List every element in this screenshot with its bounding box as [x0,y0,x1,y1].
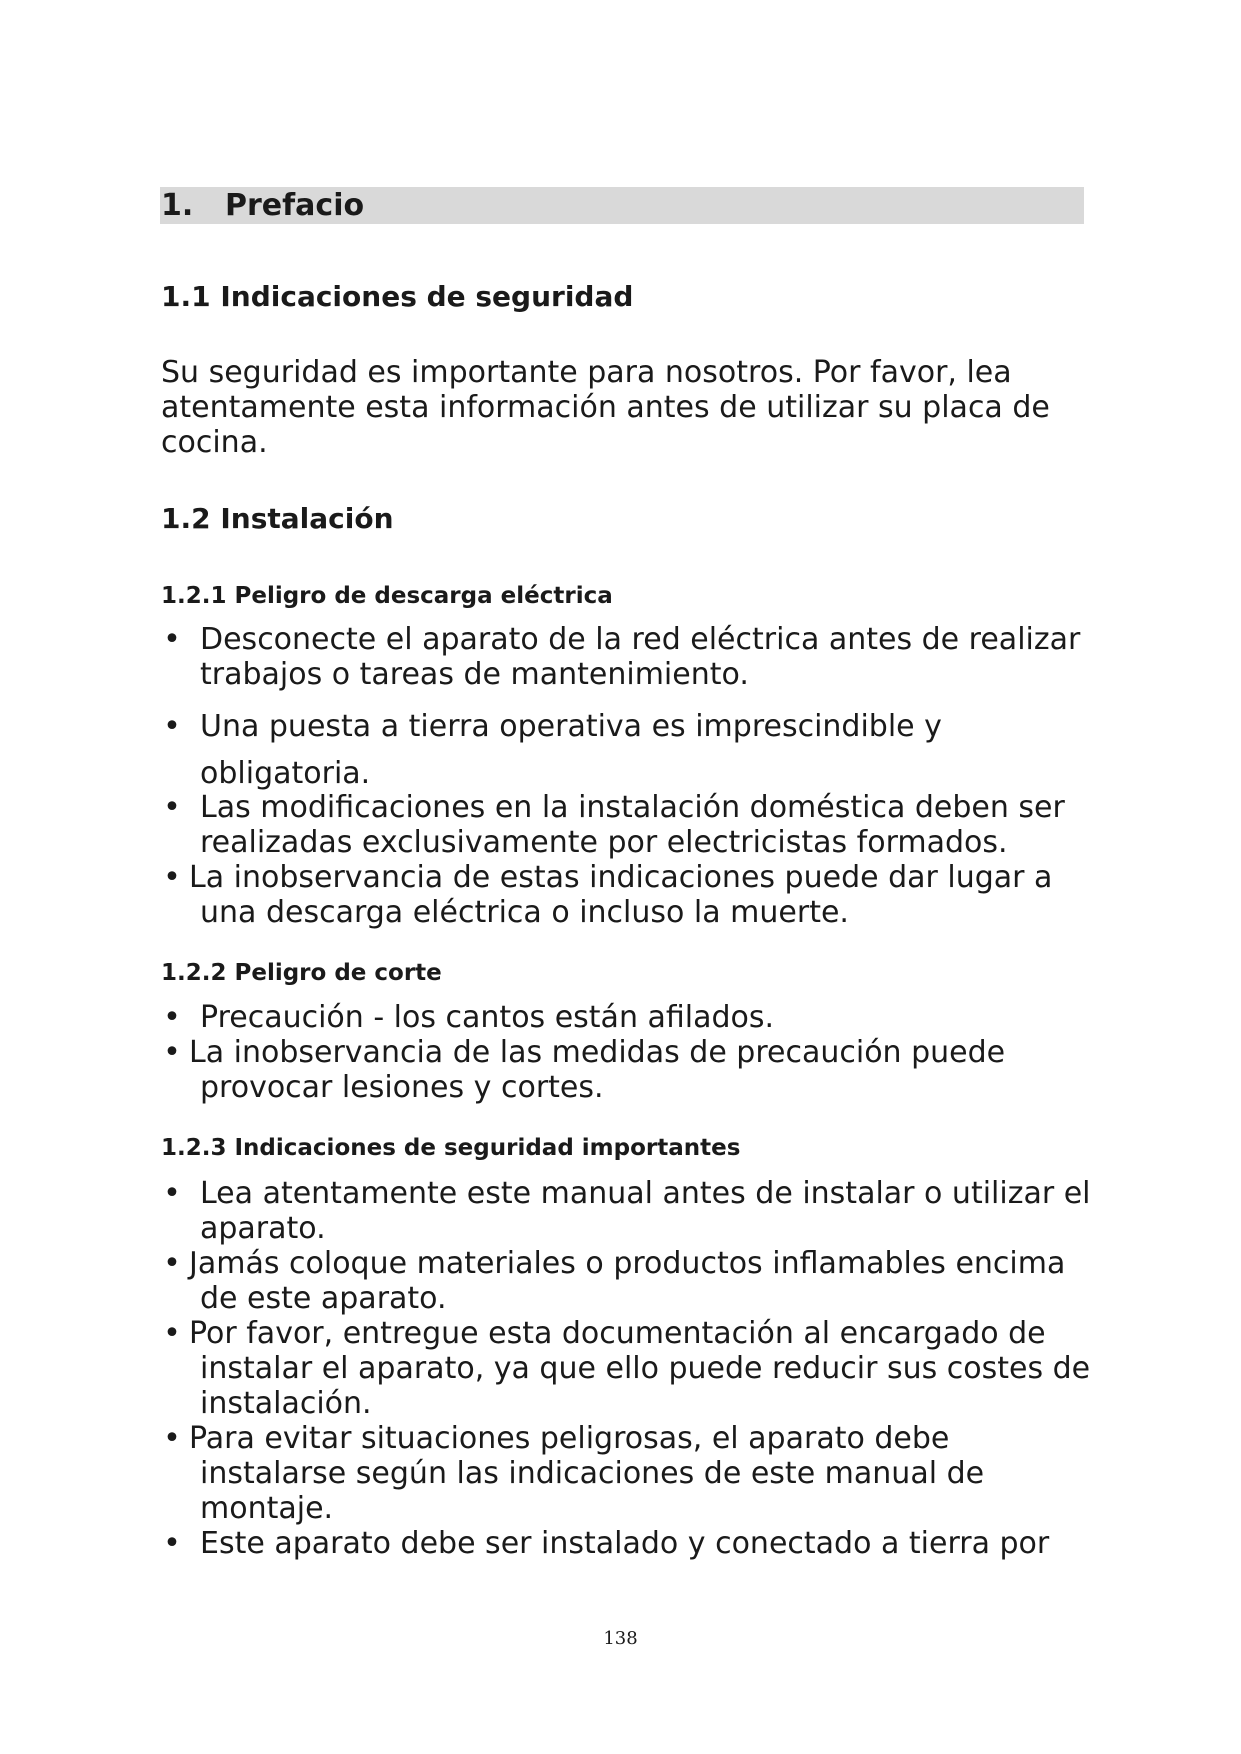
bullet-marker: • [163,1176,181,1211]
section-heading-1-1: 1.1 Indicaciones de seguridad [161,280,634,313]
list-item-line: montaje. [200,1491,334,1526]
bullet-marker: • [163,1035,181,1070]
list-item-line: Jamás coloque materiales o productos inflamables encima [189,1246,1066,1281]
bullet-marker: • [163,1000,181,1035]
chapter-title [161,187,364,224]
list-item-line: aparato. [200,1211,326,1246]
bullet-marker: • [163,1421,181,1456]
list-item-line: obligatoria. [200,756,371,791]
list-item-line: provocar lesiones y cortes. [200,1070,604,1105]
subsection-heading-1-2-2: 1.2.2 Peligro de corte [161,960,442,986]
list-item-line: instalarse según las indicaciones de este manual de [200,1456,985,1491]
subsection-heading-1-2-1: 1.2.1 Peligro de descarga eléctrica [161,583,613,609]
list-item-line: de este aparato. [200,1281,447,1316]
list-item-line: Las modificaciones en la instalación doméstica deben ser [200,790,1065,825]
list-item-line: Para evitar situaciones peligrosas, el aparato debe [189,1421,950,1456]
intro-paragraph [161,355,1081,460]
list-item-line: Por favor, entregue esta documentación al encargado de [189,1316,1046,1351]
bullet-marker: • [163,1526,181,1561]
list-item-line: Una puesta a tierra operativa es imprescindible y [200,709,942,744]
list-item-line: Desconecte el aparato de la red eléctrica antes de realizar [200,622,1081,657]
list-item-line: La inobservancia de las medidas de precaución puede [189,1035,1006,1070]
list-item-line: realizadas exclusivamente por electricistas formados. [200,825,1008,860]
paragraph-line: Su seguridad es importante para nosotros. Por favor, lea [161,355,1012,390]
chapter-number: 1. [161,188,194,223]
list-item-line: Precaución - los cantos están afilados. [200,1000,775,1035]
list-item-line: Este aparato debe ser instalado y conectado a tierra por [200,1526,1050,1561]
list-item-line: La inobservancia de estas indicaciones puede dar lugar a [189,860,1053,895]
list-item-line: una descarga eléctrica o incluso la muerte. [200,895,849,930]
paragraph-line: atentamente esta información antes de utilizar su placa de [161,390,1050,425]
bullet-marker: • [163,709,181,744]
list-item-line: Lea atentamente este manual antes de instalar o utilizar el [200,1176,1091,1211]
subsection-heading-1-2-3: 1.2.3 Indicaciones de seguridad importantes [161,1135,741,1161]
bullet-marker: • [163,790,181,825]
section-heading-1-2: 1.2 Instalación [161,502,394,535]
list-item-line: instalación. [200,1386,372,1421]
list-item-line: trabajos o tareas de mantenimiento. [200,657,749,692]
bullet-marker: • [163,1246,181,1281]
list-item-line: instalar el aparato, ya que ello puede reducir sus costes de [200,1351,1091,1386]
bullet-marker: • [163,1316,181,1351]
paragraph-line: cocina. [161,425,268,460]
bullet-marker: • [163,622,181,657]
bullet-marker: • [163,860,181,895]
chapter-name: Prefacio [225,188,365,223]
page-number: 138 [603,1628,638,1649]
